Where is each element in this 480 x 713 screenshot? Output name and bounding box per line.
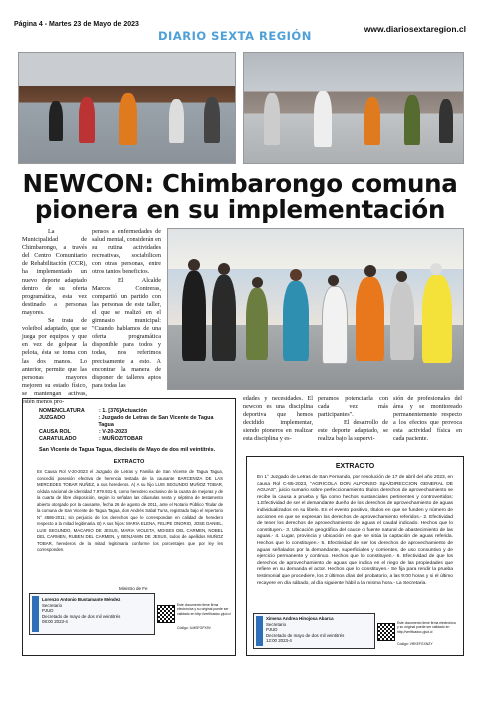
notice-fields (39, 408, 229, 443)
signer-role: Secretario (42, 602, 63, 608)
field-label: NOMENCLATURA (39, 408, 85, 414)
field-value: : MUÑOZ/TOBAR (99, 436, 143, 442)
field-value: : Juzgado de Letras de San Vicente de Tagua Tagua (98, 415, 214, 428)
qr-code (157, 605, 175, 623)
article-paragraph: sión de profesionales del área y se monitoreado permanentemente respecto a los efectos que provoca esta actividad física en cada paciente. (393, 395, 462, 443)
field-value: : V-20-2023 (99, 429, 128, 435)
signer-date: 08:00 2023-4 (42, 619, 68, 624)
article-paragraph: Se trata de voleibol adaptado, que se juega por equipos y que en vez de golpear la pelota, ésta se toma con las dos manos. Lo anterior, permite que las personas mayores mejoren su estado físico, se mantengan activas, estén menos pro- (22, 317, 87, 405)
website-url[interactable]: www.diariosextaregion.cl (363, 24, 466, 34)
field-label: CAUSA ROL (39, 429, 71, 435)
article-paragraph: La Municipalidad de Chimbarongo, a través del Centro Comunitario de Rehabilitación (CCR), ha implementado un nuevo deporte adaptado dentro de su oferta programática, esta vez destinado a personas mayores. (22, 228, 87, 316)
signer-org: PJUD (266, 627, 278, 632)
field-label: JUZGADO (39, 415, 66, 421)
photo-group-participants (167, 228, 464, 390)
notice-title: EXTRACTO (335, 463, 375, 470)
article-column-5 (393, 395, 462, 444)
article-column-2 (92, 228, 161, 390)
notice-place-date: San Vicente de Tagua Tagua, dieciséis de Mayo de dos mil veintitrés. (39, 447, 216, 453)
notice-body: En Causa Rol V-20-2023 el Juzgado de Letras y Familia de San Vicente de Tagua Tagua, concedió posesión efectiva de herencia testada de la causante BARCENIZA DE LAS MERCEDES TOBAR NUÑEZ, a sus herederos. A) A su hijo LUIS SEGUNDO MUÑOZ TOBAR, cédula nacional de identidad 7.979.931-5, como heredero exclusivo de la cuarta de mejoras y de la cuarta de libre disposición, según lo señalan las cláusulas sexta y séptima de testamento abierto otorgado por la causante, fecha 26 de agosto de 2011, ante el Notario Público Titular de la comuna de San Vicente de Tagua Tagua, don Andrés Sabal Turra, registrado bajo el repertorio N° 4686-2011; sin perjuicio de los derechos que le correspondan en calidad de heredero respecto a la mitad legitimaria. B) A sus hijos: MARIA ELENA, FELIPE ONORIO, JOSE DANIEL, LUIS SEGUNDO, MACARIO DE JESUS, MARIA VIOLETA, MOISES DEL CARMEN, NOBEL DEL CARMEN, RUBEN DEL CARMEN, y BENJAMIN DE JESUS, todos de apellidos MUÑOZ TOBAR, herederos de la mitad legitimaria conforme los porcentajes que por ley les corresponden. (37, 469, 223, 552)
qr-code (377, 623, 395, 641)
signer-detail: Decretado de mayo de dos mil veintitrés (42, 613, 121, 619)
article-column-3 (243, 395, 313, 444)
headline-line-1: NEWCON: Chimbarongo comuna (22, 169, 458, 198)
article-paragraph: El desarrollo de este deporte adaptado, se realiza bajo la supervi- (318, 419, 388, 443)
signer-name: Lorenzo Antonio Bustamante Méndez (42, 597, 121, 602)
qr-note: Este documento tiene firma electrónica y su original puede ser validado en http://verificadoc.pjud.cl (397, 621, 456, 634)
signer-date: 12:00 2023-4 (266, 638, 292, 643)
field-value: : 1. [376]Actuación (99, 408, 147, 414)
headline-line-2: pionera en su implementación (34, 195, 446, 224)
photo-gym-game-left (18, 52, 236, 164)
document-code: Código: ILMSFGPX9V (177, 626, 211, 630)
page-date: Página 4 - Martes 23 de Mayo de 2023 (14, 21, 139, 28)
signature-box (253, 613, 375, 649)
legal-notice-left (22, 398, 236, 656)
signature-seal (32, 596, 39, 632)
signature-box (29, 593, 155, 635)
document-code: Código: VRKEFGXNZY (397, 642, 433, 646)
signer-detail: Decretado de mayo de dos mil veintitrés (266, 632, 345, 638)
field-label: CARATULADO (39, 436, 77, 442)
article-paragraph: edades y necesidades. El newcon es una disciplina deportiva que hemos decidido implementar, siendo pioneros en realizar esta disciplina y es- (243, 395, 313, 443)
notice-title: EXTRACTO (113, 459, 145, 465)
article-paragraph: El Alcalde Marcos Contreras, compartió un partido con las personas de este taller, el que se realizó en el gimnasio municipal: "Cuando hablamos de una oferta programática disponible para todos y todas, nos referimos precisamente a esto. A encontrar la manera de disponer de talleres aptos para todas las (92, 276, 161, 389)
qr-note: Este documento tiene firma electrónica y su original puede ser validado en http://verificadoc.pjud.cl (177, 603, 231, 616)
legal-notice-right (246, 456, 464, 656)
newspaper-name: DIARIO SEXTA REGIÓN (158, 29, 312, 43)
photo-gym-game-right (243, 52, 464, 164)
article-column-4 (318, 395, 388, 444)
notice-body: En 1° Juzgado de Letras de San Fernando, por resolución de 17 de abril del año 2023, en causa Rol C-85-2023, "AGRICOLA DON ALFONSO SpA/DIRECCION GENERAL DE AGUAS", juicio sumario sobre perfeccionamiento títulos derechos de aprovechamiento se recibe la causa a prueba y fija como hechos sustanciales pertinentes y controvertidos: 1.Efectividad de ser el demandante dueño de los derechos de aprovechamiento de aguas individualizados en su libelo. En el evento positivo, títulos en que se funden y número de acciones en que se expresan los derechos de aprovechamiento referidos.- 2. Efectividad de tener los derechos de aprovechamiento de aguas el caudal indicado. Hechos que lo constituyen.- 3. Ubicación geográfica del cauce o fuente natural de abastecimiento de las aguas.- 4. Lugar, provincia y ubicación en que se sitúa la captación de aguas referida. Hechos que lo constituyen.- 5. Efectividad de ser los derechos de aprovechamiento de aguas señalados por la demandante, superficiales y corrientes, de uso consuntivo y de ejercicio permanente y continuo. Hechos que lo constituyen.- 6. Efectividad de que los derechos de aprovechamiento de aguas que indica en el riego de las propiedades que refiere en su demanda el actor. Hechos que lo constituyen.- Se fija para rendir la prueba testimonial que procediere, los 2 últimos días del probatorio, a las 9:00 horas y si el último recayere en día sábado, al día siguiente hábil a la misma hora.- La Secretaria. (257, 475, 453, 586)
notice-ministro-label: Ministro de Fe (119, 586, 148, 591)
signature-seal (256, 616, 263, 646)
article-column-1 (22, 228, 87, 406)
article-paragraph: pensos a enfermedades de salud mental, considerán en su rutina actividades recreativas, sociabilicen con otras personas, entre otros tantos beneficios. (92, 228, 161, 276)
signer-org: PJUD (42, 608, 54, 613)
signer-name: Ximena Andrea Hinojosa Abarca (266, 616, 334, 621)
signer-role: Secretario (266, 621, 287, 627)
article-paragraph: peramos potenciarla con cada vez más participantes". (318, 395, 388, 419)
